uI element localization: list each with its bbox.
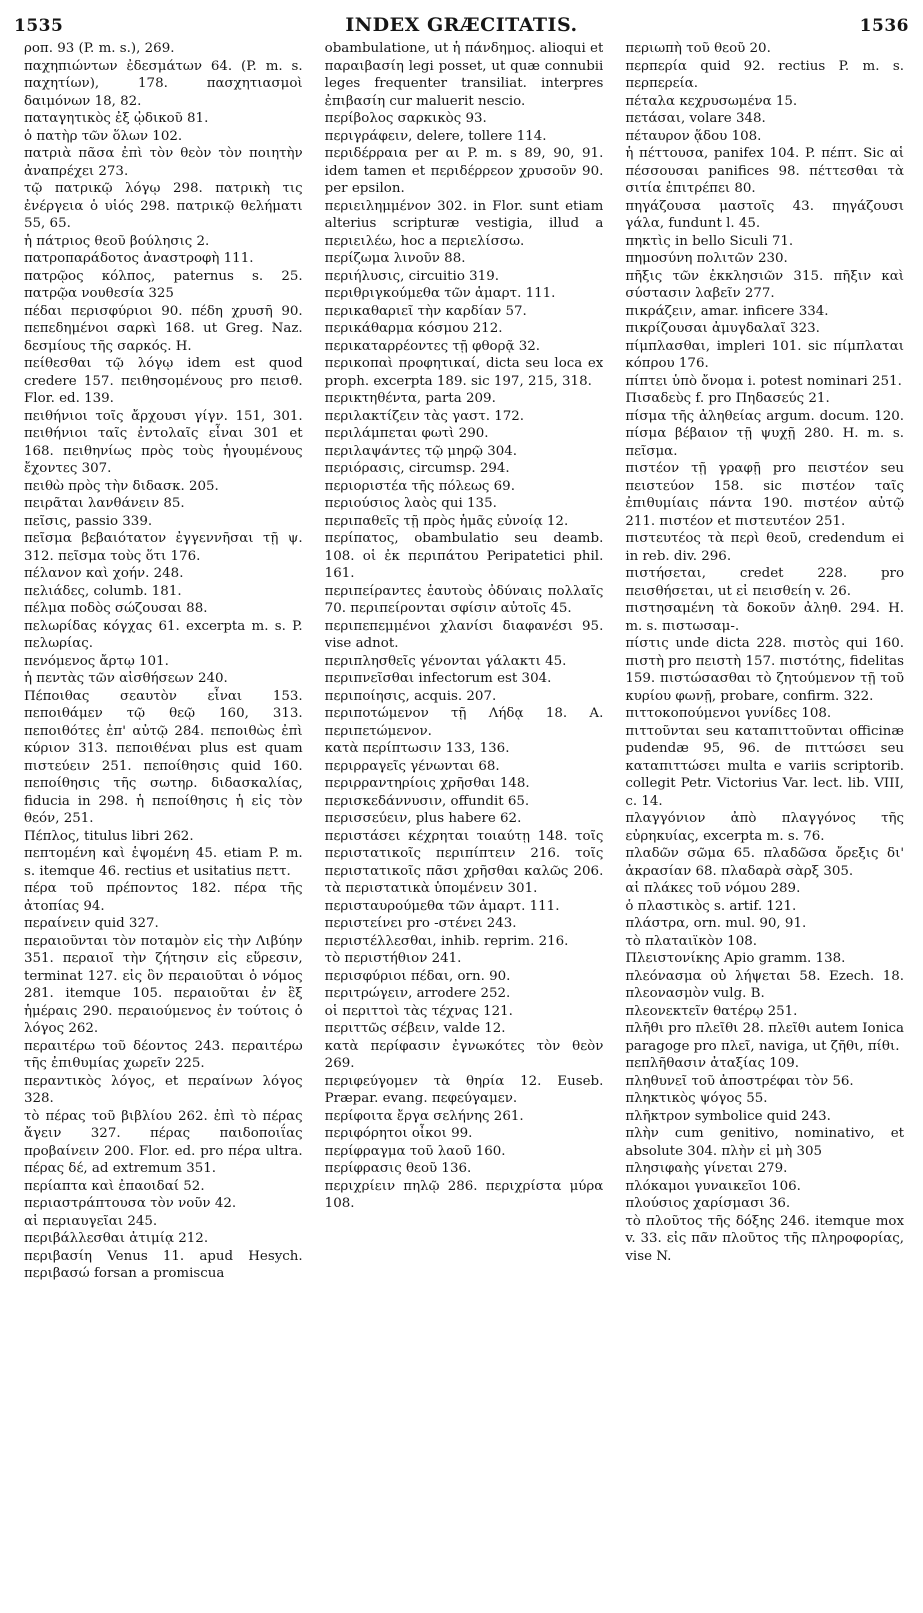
index-entry: περισφύριοι πέδαι, orn. 90. <box>324 968 511 984</box>
index-entry: περικοπαὶ προφητικαί, dicta seu loca ex proph. excerpta 189. sic 197, 215, 318. <box>324 356 604 389</box>
index-entry: περιρραντηρίοις χρῆσθαι 148. <box>324 776 530 791</box>
index-entry: περιδέρραια per αι P. m. s 89, 90, 91. idem tamen et περιδέρρεον χρυσοῦν 90. per epsilon. <box>324 146 604 196</box>
running-header <box>14 6 909 36</box>
index-entry: ἡ πεντὰς τῶν αἰσθήσεων 240. <box>24 671 228 686</box>
index-entry: περικαταρρέοντες τῇ φθορᾷ 32. <box>324 338 541 354</box>
index-entry: αἱ πλάκες τοῦ νόμου 289. <box>625 881 801 896</box>
index-entry: τὸ πλοῦτος τῆς δόξης 246. itemque mox v. 33. εἰς πᾶν πλοῦτος τῆς πληροφορίας, vise N. <box>625 1213 905 1264</box>
index-entry: πατριὰ πᾶσα ἐπὶ τὸν θεὸν τὸν ποιητὴν ἀναπρέχει 273. <box>24 146 303 179</box>
index-entry: περιπείραντες ἑαυτοὺς ὀδύναις πολλαῖς 70. περιπείρονται σφίσιν αὐτοῖς 45. <box>324 583 604 616</box>
index-entry: Πισαδεὺς f. pro Πηδασεύς 21. <box>625 391 830 406</box>
index-entry: περιλάμπεται φωτὶ 290. <box>324 426 489 441</box>
index-entry: περίπατος, obambulatio seu deamb. 108. οἱ ἐκ περιπάτου Peripatetici phil. 161. <box>324 531 604 581</box>
index-entry: οἱ περιττοὶ τὰς τέχνας 121. <box>324 1003 513 1019</box>
index-entry: περιοριστέα τῆς πόλεως 69. <box>324 478 515 494</box>
index-entry: περιστέλλεσθαι, inhib. reprim. 216. <box>324 933 569 949</box>
index-entry: περιπεπεμμένοι χλανίσι διαφανέσι 95. vise adnot. <box>324 618 604 651</box>
index-entry: τὸ περιστήθιον 241. <box>324 951 462 966</box>
index-entry: Πέπλος, titulus libri 262. <box>24 828 194 844</box>
index-entry: πειρᾶται λανθάνειν 85. <box>24 496 185 511</box>
index-entry: πίστις unde dicta 228. πιστὸς qui 160. πιστὴ pro πειστὴ 157. πιστότης, fidelitas 159. πιστώσασθαι τὸ ζητούμενον τῇ τοῦ κυρίου φωνῇ, probare, confirm. 322. <box>625 636 905 704</box>
index-entry: πιστευτέος τὰ περὶ θεοῦ, credendum ei in reb. div. 296. <box>625 531 905 564</box>
index-entry: περιόρασις, circumsp. 294. <box>324 461 510 476</box>
index-entry: πέταλα κεχρυσωμένα 15. <box>625 93 798 109</box>
index-entry: περιούσιος λαὸς qui 135. <box>324 496 497 511</box>
index-entry: ἡ πάτριος θεοῦ βούλησις 2. <box>24 233 210 249</box>
index-entry: ὁ πατὴρ τῶν ὅλων 102. <box>24 128 183 144</box>
index-entry: πῆξις τῶν ἐκκλησιῶν 315. πῆξιν καὶ σύστασιν λαβεῖν 277. <box>625 268 905 301</box>
index-entry: περικτηθέντα, parta 209. <box>324 391 496 406</box>
column-left <box>24 40 303 1595</box>
index-entry: περιγράφειν, delere, tollere 114. <box>324 128 547 144</box>
index-entry: παταγητικὸς ἐξ ᾠδικοῦ 81. <box>24 111 209 126</box>
index-entry: πικράζειν, amar. inficere 334. <box>625 303 829 319</box>
index-entry: περαίνειν quid 327. <box>24 916 159 931</box>
index-entry: περιττῶς σέβειν, valde 12. <box>324 1021 506 1036</box>
index-entry: ἡ πέττουσα, panifex 104. P. πέπτ. Sic αἱ πέσσουσαι panifices 98. πέττεσθαι τὰ σιτία ἐπιτρέπει 80. <box>625 146 905 196</box>
index-entry: πλὴν cum genitivo, nominativo, et absolute 304. πλὴν εἰ μὴ 305 <box>625 1126 905 1159</box>
index-entry: κατὰ περίφασιν ἐγνωκότες τὸν θεὸν 269. <box>324 1038 604 1071</box>
index-entry: περιτρώγειν, arrodere 252. <box>324 986 511 1001</box>
index-entry: περαιοῦνται τὸν ποταμὸν εἰς τὴν Λιβύην 351. περαιοῖ τὴν ζήτησιν εἰς εὕρεσιν, terminat 127. εἰς ὃν περαιοῦται ὁ νόμος 281. itemque 105. περαιοῦται ἐν ἓξ ἡμέραις 290. περαιούμενος ἐν τούτοις ὁ λόγος 262. <box>24 933 303 1036</box>
index-entry: περιπαθεῖς τῇ πρὸς ἡμᾶς εὐνοίᾳ 12. <box>324 513 569 529</box>
index-entry: πεπλῆθασιν ἀταξίας 109. <box>625 1056 800 1071</box>
index-entry: πλαδῶν σῶμα 65. πλαδῶσα ὄρεξις δι' ἀκρασίαν 68. πλαδαρὰ σὰρξ 305. <box>625 846 905 879</box>
index-entry: περαιτέρω τοῦ δέοντος 243. περαιτέρω τῆς ἐπιθυμίας χωρεῖν 225. <box>24 1038 303 1071</box>
index-entry: πατρῷος κόλπος, paternus s. 25. πατρῷα νουθεσία 325 <box>24 268 303 301</box>
index-entry: περιβασίη Venus 11. apud Hesych. περιβασώ forsan a promiscua <box>24 1248 303 1281</box>
index-entry: πλῆθι pro πλεῖθι 28. πλεῖθι autem Ionica paragoge pro πλεῖ, naviga, ut ζῆθι, πίθι. <box>625 1021 905 1054</box>
index-entry: πληθυνεῖ τοῦ ἀποστρέφαι τὸν 56. <box>625 1073 854 1089</box>
index-entry: περίαπτα καὶ ἐπαοιδαί 52. <box>24 1178 205 1194</box>
index-entry: πιττοῦνται seu καταπιττοῦνται officinæ pudendæ 95, 96. de πιττώσει seu καταπιττώσει multa e variis scriptorib. collegit Petr. Victorius Var. lect. lib. VIII, c. 14. <box>625 723 905 809</box>
index-entry: πεῖσμα βεβαιότατον ἐγγεννῆσαι τῇ ψ. 312. πεῖσμα τοὺς ὅτι 176. <box>24 531 303 564</box>
index-entry: περπερία quid 92. rectius P. m. s. περπερεία. <box>625 58 905 91</box>
index-entry: τὸ πλαταιϊκὸν 108. <box>625 933 757 949</box>
index-entry: πατροπαράδοτος ἀναστροφὴ 111. <box>24 251 254 266</box>
index-entry: πέταυρον ᾅδου 108. <box>625 128 762 144</box>
index-entry: περιποτώμενον τῇ Λήδᾳ 18. A. περιπετώμενον. <box>324 706 604 739</box>
index-entry: πλῆκτρον symbolice quid 243. <box>625 1108 831 1124</box>
index-entry: Πέποιθας σεαυτὸν εἶναι 153. πεποιθάμεν τῷ θεῷ 160, 313. πεποιθότες ἐπ' αὐτῷ 284. πεποιθὼς ἐπὶ κύριον 313. πεποιθέναι plus est quam πιστεύειν 251. πεποίθησις quid 160. πεποίθησις τῆς σωτηρ. διδασκαλίας, fiducia in 298. ἡ πεποίθησις ἡ εἰς τὸν θεόν, 251. <box>24 688 303 826</box>
index-entry: πλαγγόνιον ἀπὸ πλαγγόνος τῆς εὐρηκυίας, excerpta m. s. 76. <box>625 811 905 844</box>
index-entry: περιφεύγομεν τὰ θηρία 12. Euseb. Præpar. evang. πεφεύγαμεν. <box>324 1073 604 1106</box>
index-entry: περιθριγκούμεθα τῶν ἁμαρτ. 111. <box>324 286 556 301</box>
index-entry: κατὰ περίπτωσιν 133, 136. <box>324 741 510 756</box>
index-entry: αἱ περιαυγεῖαι 245. <box>24 1213 158 1229</box>
index-entry: περιαστράπτουσα τὸν νοῦν 42. <box>24 1196 237 1211</box>
index-entry: πλούσιος χαρίσμασι 36. <box>625 1196 791 1211</box>
index-entry: περίφρασις θεοῦ 136. <box>324 1161 472 1176</box>
index-entry: περισκεδάννυσιν, offundit 65. <box>324 793 530 809</box>
index-entry: περιρραγεῖς γένωνται 68. <box>324 758 500 774</box>
index-entry: περίβολος σαρκικὸς 93. <box>324 111 487 126</box>
index-entry: περιφόρητοι οἶκοι 99. <box>324 1126 473 1141</box>
index-entry: πληκτικὸς ψόγος 55. <box>625 1091 768 1106</box>
index-entry: πείθεσθαι τῷ λόγῳ idem est quod credere 157. πειθησομένους pro πεισθ. Flor. ed. 139. <box>24 356 303 406</box>
index-entry: πίσμα τῆς ἀληθείας argum. docum. 120. πίσμα βέβαιον τῇ ψυχῇ 280. H. m. s. πεῖσμα. <box>625 408 905 459</box>
column-middle <box>325 40 604 1595</box>
index-entry: πίπτει ὑπὸ ὄνομα i. potest nominari 251. <box>625 373 902 389</box>
index-entry: περιχρίειν πηλῷ 286. περιχρίστα μύρα 108. <box>324 1178 604 1211</box>
index-entry: πενόμενος ἄρτῳ 101. <box>24 653 169 669</box>
index-entry: πίμπλασθαι, impleri 101. sic πίμπλαται κόπρου 176. <box>625 338 905 371</box>
index-entry: πημοσύνη πολιτῶν 230. <box>625 251 788 266</box>
page-number-right: 1536 <box>859 16 909 36</box>
index-entry: ὁ πλαστικὸς s. artif. 121. <box>625 898 797 914</box>
index-entry: περικάθαρμα κόσμου 212. <box>324 321 503 336</box>
index-entry: περιλακτίζειν τὰς γαστ. 172. <box>324 408 525 424</box>
index-entry: πιστήσεται, credet 228. pro πεισθήσεται, ut εἰ πεισθείη v. 26. <box>625 566 905 599</box>
column-right <box>625 40 904 1595</box>
index-entry: τὸ πέρας τοῦ βιβλίου 262. ἐπὶ τὸ πέρας ἄγειν 327. πέρας παιδοποιΐας προβαίνειν 200. Flor. ed. pro πέρα ultra. πέρας δέ, ad extremum 351. <box>24 1108 303 1176</box>
index-entry: obambulatione, ut ἡ πάνδημος. alioqui et παραιβασίη legi posset, ut quæ connubii leges frequenter transiliat. interpres ἐπιβασίη cur maluerit nescio. <box>324 41 604 109</box>
index-entry: περιλαψάντες τῷ μηρῷ 304. <box>324 443 518 459</box>
index-entry: περιστάσει κέχρηται τοιαύτῃ 148. τοῖς περιστατικοῖς περιπίπτειν 216. τοῖς περιστατικοῖς πᾶσι χρῆσθαι καλῶς 206. τὰ περιστατικὰ ὑπομένειν 301. <box>324 828 604 896</box>
index-entry: περιποίησις, acquis. 207. <box>324 688 497 704</box>
index-entry: πέδαι περισφύριοι 90. πέδη χρυσῆ 90. πεπεδημένοι σαρκὶ 168. ut Greg. Naz. δεσμίους τῆς σαρκός. H. <box>24 303 303 354</box>
index-entry: περιστείνει pro -στένει 243. <box>324 916 517 931</box>
index-entry: περίζωμα λινοῦν 88. <box>324 251 466 266</box>
index-entry: περαντικὸς λόγος, et περαίνων λόγος 328. <box>24 1073 303 1106</box>
index-entry: περικαθαριεῖ τὴν καρδίαν 57. <box>324 303 527 319</box>
index-entry: τῷ πατρικῷ λόγῳ 298. πατρικὴ τις ἐνέργεια ὁ υἱός 298. πατρικῷ θελήματι 55, 65. <box>24 181 303 231</box>
index-entry: περισταυρούμεθα τῶν ἁμαρτ. 111. <box>324 898 560 914</box>
index-entry: πεῖσις, passio 339. <box>24 513 153 529</box>
index-entry: περίφραγμα τοῦ λαοῦ 160. <box>324 1143 506 1159</box>
index-entry: περιβάλλεσθαι ἀτιμίᾳ 212. <box>24 1231 209 1246</box>
page-number-left: 1535 <box>14 16 64 36</box>
index-entry: πλεονεκτεῖν θατέρῳ 251. <box>625 1003 798 1019</box>
index-entry: πλόκαμοι γυναικεῖοι 106. <box>625 1178 801 1194</box>
index-entry: περίφοιτα ἔργα σελήνης 261. <box>324 1108 524 1124</box>
index-columns <box>24 40 904 1595</box>
index-entry: περιωπὴ τοῦ θεοῦ 20. <box>625 41 771 56</box>
index-entry: πέρα τοῦ πρέποντος 182. πέρα τῆς ἀτοπίας 94. <box>24 881 303 914</box>
index-entry: πηγάζουσα μαστοῖς 43. πηγάζουσι γάλα, fundunt l. 45. <box>625 198 905 231</box>
index-entry: περιήλυσις, circuitio 319. <box>324 268 499 284</box>
index-entry: πιστησαμένη τὰ δοκοῦν ἀληθ. 294. H. m. s. πιστωσαμ-. <box>625 601 905 634</box>
index-entry: πικρίζουσαι ἀμυγδαλαῖ 323. <box>625 321 820 336</box>
index-entry: πεπτομένη καὶ ἑψομένη 45. etiam P. m. s. itemque 46. rectius et usitatius πεττ. <box>24 846 303 879</box>
index-entry: πιττοκοπούμενοι γυνίδες 108. <box>625 706 832 721</box>
index-entry: πειθήνιοι τοῖς ἄρχουσι γίγν. 151, 301. πειθήνιοι ταῖς ἐντολαῖς εἶναι 301 et 168. πειθηνίως πρὸς τοὺς ἡγουμένους ἔχοντες 307. <box>24 408 303 476</box>
index-entry: πελιάδες, columb. 181. <box>24 583 182 599</box>
index-entry: πέλμα ποδὸς σώζουσαι 88. <box>24 601 208 616</box>
index-entry: πέλανον καὶ χοήν. 248. <box>24 566 184 581</box>
page-title: INDEX GRÆCITATIS. <box>345 14 578 36</box>
index-entry: ροπ. 93 (P. m. s.), 269. <box>24 41 175 56</box>
index-entry: πλεόνασμα οὐ λήψεται 58. Ezech. 18. πλεονασμὸν vulg. B. <box>625 968 905 1001</box>
index-entry: πλησιφαὴς γίνεται 279. <box>625 1161 788 1176</box>
index-entry: πελωρίδας κόγχας 61. excerpta m. s. P. πελωρίας. <box>24 618 303 651</box>
index-entry: πετάσαι, volare 348. <box>625 111 766 126</box>
index-entry: περιπλησθεῖς γένονται γάλακτι 45. <box>324 653 567 669</box>
index-entry: πηκτὶς in bello Siculi 71. <box>625 233 794 249</box>
index-entry: πειθὼ πρὸς τὴν διδασκ. 205. <box>24 478 219 494</box>
index-entry: περισσεύειν, plus habere 62. <box>324 811 522 826</box>
index-entry: περιειλημμένον 302. in Flor. sunt etiam alterius scripturæ vestigia, illud a περιειλέω, hoc a περιελίσσω. <box>324 198 604 249</box>
index-entry: πιστέον τῇ γραφῇ pro πειστέον seu πειστεύον 158. sic πιστέον ταῖς ἐπιθυμίαις πάντα 190. πιστέον αὐτῷ 211. πιστέον et πιστευτέον 251. <box>625 461 905 529</box>
index-entry: παχηπιώντων ἐδεσμάτων 64. (P. m. s. παχητίων), 178. πασχητιασμοὶ δαιμόνων 18, 82. <box>24 58 303 109</box>
index-entry: πλάστρα, orn. mul. 90, 91. <box>625 916 807 931</box>
index-entry: Πλειστονίκης Apio gramm. 138. <box>625 951 846 966</box>
index-entry: περιπνεῖσθαι infectorum est 304. <box>324 671 552 686</box>
